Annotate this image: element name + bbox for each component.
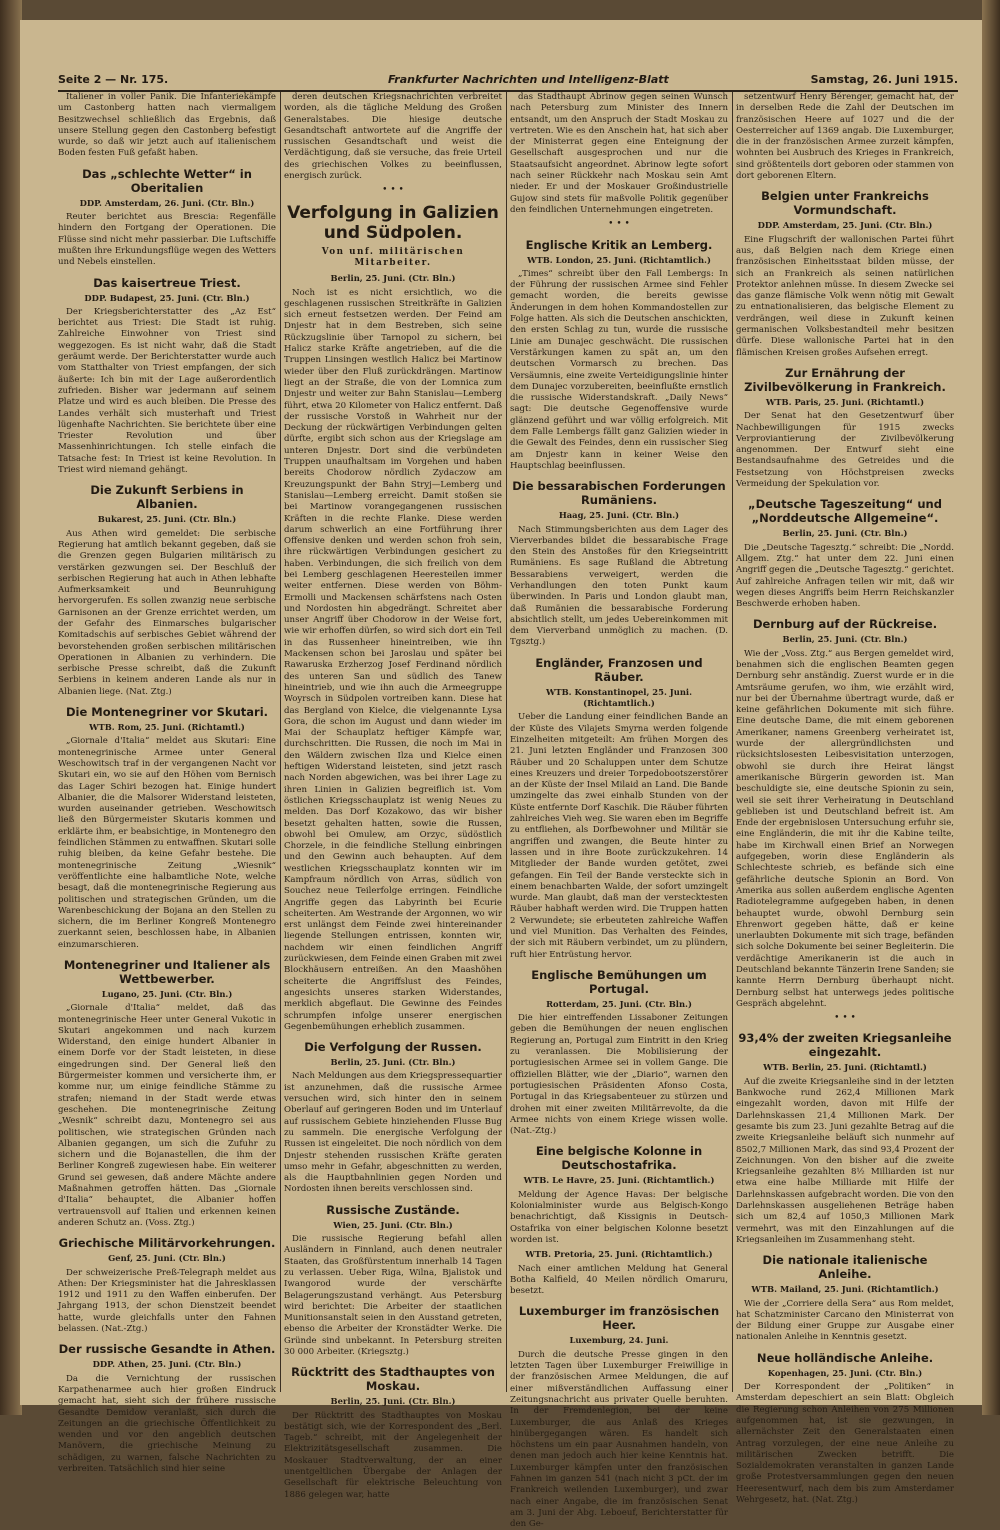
column-3 [510,92,728,1530]
article-headline: Englische Bemühungen um Portugal. [531,967,707,996]
dateline: Berlin, 25. Juni. (Ctr. Bln.) [330,273,456,284]
column-rule [280,92,281,1392]
article-headline: Griechische Militärvorkehrungen. [58,1236,276,1251]
article-headline: Die Verfolgung der Russen. [304,1040,482,1055]
dateline: Kopenhagen, 25. Juni. (Ctr. Bln.) [767,1367,923,1378]
article-paragraph: Die hier eintreffenden Lissaboner Zeitungen geben die Bemühungen der neuen englischen Regierung an, Portugal zum Eintritt in den Krieg zu veranlassen. Die Mobilisierung der portugiesischen Armee sei in vollem Gange. Die offiziellen Blätter, wie der „Diario“, warnen den portugiesischen Präsidenten Afonso Costa, Portugal in das Kriegsabenteuer zu stürzen und drohen mit einer zweiten Militärrevolte, da die Armee nichts von einem Kriege wissen wolle. (Nat.-Ztg.) [510,1013,728,1137]
article-paragraph: Italiener in voller Panik. Die Infanteriekämpfe um Castonberg hatten nach viermaligem Besitzwechsel schließlich das Ergebnis, daß unsere Stellung gegen den Castonberg befestigt wurde, so daß wir jetzt auch auf italienischem Boden festen Fuß gefaßt haben. [58,92,276,159]
article-headline: Engländer, Franzosen und Räuber. [535,655,703,684]
article-paragraph: Durch die deutsche Presse gingen in den letzten Tagen über Luxemburger Freiwillige in der französischen Armee Meldungen, die auf einer mißverständlichen Auffassung einer Zeitungsnachricht aus privater Quelle beruhten. In der Fremdenlegion, bei der keine Luxemburger, die aus Anlaß des Krieges hinübergegangen wären. Es handelt sich höchstens um ein paar Ausnahmen handeln, von denen man jedoch auch hier keine Kenntnis hat. Luxemburger kämpfen unter den französischen Fahnen im ganzen 541 (nach nicht 3 pCt. der im Frankreich weilenden Luxemburger), und zwar nach einer Angabe, die im französischen Senat am 3. Juni der Abg. Leboeuf, Berichterstatter für den Ge- [510,1349,728,1530]
article-paragraph: Der Korrespondent der „Politiken“ in Amsterdam depeschiert an sein Blatt: Obgleich die Regierung schon Anleihen von 275 Millionen aufgenommen hat, ist sie gezwungen, in allernächster Zeit den Generalstaaten einen Antrag vorzulegen, der eine neue Anleihe zu militärischen Zwecken betrifft. Die Sozialdemokraten veranstalten in ganzen Lande große Protestversammlungen gegen den neuen Heeresentwurf, nach dem bis zum Amsterdamer Wehrgesetz, hat. (Nat. Ztg.) [736,1382,954,1505]
lead-headline: Verfolgung in Galizien und Südpolen. [287,202,499,243]
dateline: Genf, 25. Juni. (Ctr. Bln.) [108,1253,226,1264]
dateline: Rotterdam, 25. Juni. (Ctr. Bln.) [546,998,692,1009]
article-paragraph: Der Rücktritt des Stadthauptes von Moskau bestätigt sich, wie der Korrespondent des „Berl. Tageb.“ schreibt, mit der Angelegenheit der Elektrizitätsgesellschaft zusammen. Die Moskauer Stadtverwaltung, der an einer unentgeltlichen Übergabe der Anlagen der Gesellschaft für elektrische Beleuchtung von 1886 gelegen war, hatte [284,1410,502,1500]
article-paragraph: Der schweizerische Preß-Telegraph meldet aus Athen: Der Kriegsminister hat die Jahresklassen 1912 und 1911 zu den Waffen einberufen. Der Jahrgang 1913, der schon Dienstzeit beendet hatte, wurde gleichfalls unter den Fahnen belassen. (Nat.-Ztg.) [58,1267,276,1335]
article-headline: Die nationale italienische Anleihe. [762,1253,928,1282]
page-number: Seite 2 — Nr. 175. [58,73,169,86]
article-headline: Eine belgische Kolonne in Deutschostafrika. [535,1144,703,1173]
article-headline: 93,4% der zweiten Kriegsanleihe eingezahlt. [738,1031,952,1060]
article-paragraph: „Giornale d'Italia“ meldet aus Skutari: Eine montenegrinische Armee unter General Weschowitsch traf in der vergangenen Nacht vor Skutari ein, wo sie auf den Höhen vom Bernisch das Lager Schiri bezogen hat. Einige hundert Albanier, die die Malsorer Widerstand leisteten, wurden auseinander getrieben. Weschowitsch ließ den Bürgermeister Skutaris kommen und erklärte ihm, er beabsichtige, in Montenegro den feindlichen Stämmen zu entwaffnen. Skutari solle ruhig bleiben, da keine Gefahr bestehe. Die montenegrinische Zeitung „Wiesnik“ veröffentlichte eine halbamtliche Note, welche besagt, daß die montenegrinische Regierung aus politischen und strategischen Gründen, um die Warenbeschickung der Bojana an den Stellen zu sichern, die im Berliner Kongreß Montenegro zuerkannt seien, beschlossen habe, in Albanien einzumarschieren. [58,736,276,950]
article-headline: „Deutsche Tageszeitung“ und „Norddeutsche Allgemeine“. [748,497,942,526]
article-paragraph: Reuter berichtet aus Brescia: Regenfälle hindern den Fortgang der Operationen. Die Flüsse sind nicht mehr passierbar. Die Luftschiffe mußten ihre Erkundungsflüge wegen des Wetters und Nebels einstellen. [58,212,276,268]
article-paragraph: Wie der „Corriere della Sera“ aus Rom meldet, hat Schatzminister Carcano den Ministerrat von der Bildung einer Gruppe zur Ausgabe einer nationalen Anleihe in Kenntnis gesetzt. [736,1298,954,1343]
dateline: Bukarest, 25. Juni. (Ctr. Bln.) [97,514,237,525]
dateline: Berlin, 25. Juni. (Ctr. Bln.) [330,1057,456,1068]
article-paragraph: Die russische Regierung befahl allen Ausländern in Finnland, auch denen neutraler Staaten, das Großfürstentum innerhalb 14 Tagen zu verlassen. Ueber Riga, Wilna, Bjalistok und Iwangorod wurde der verschärfte Belagerungszustand verhängt. Aus Petersburg wird berichtet: Die Arbeiter der staatlichen Munitionsanstalt seien in den Ausstand getreten, ebenso die Arbeiter der Kronstädter Werke. Die Gründe sind unbekannt. In Petersburg streiten 30 000 Arbeiter. (Kriegsztg.) [284,1234,502,1357]
article-paragraph: Nach Meldungen aus dem Kriegspressequartier ist anzunehmen, daß die russische Armee versuchen wird, sich hinter den in seinem Oberlauf auf geringeren Boden und im Unterlauf auf russischem Gebiete hinziehenden Flusse Bug zu sammeln. Die energische Verfolgung der Russen ist eingeleitet. Die noch nördlich von dem Dnjestr stehenden russischen Kräfte geraten umso mehr in Gefahr, abgeschnitten zu werden, als die Hauptbahnlinien gegen Norden und Nordosten ihnen bereits verschlossen sind. [284,1071,502,1195]
article-headline: Belgien unter Frankreichs Vormundschaft. [761,189,929,218]
column-4 [736,92,954,1505]
column-rule [732,92,733,1392]
article-paragraph: Noch ist es nicht ersichtlich, wo die geschlagenen russischen Streitkräfte in Galizien sich erneut festsetzen werden. Der Feind am Dnjestr hat in dem Bestreben, sich seine Rückzugslinie über Tarnopol zu sichern, bei Halicz starke Kräfte angetrieben, auf die die Truppen Linsingen westlich Halicz bei Martinow wieder über den Fluß zurückdrängen. Martinow liegt an der Straße, die von der Lomnica zum Dnjestr und weiter zur Bahn Stanislau—Lemberg führt, etwa 20 Kilometer von Halicz entfernt. Daß der russische Vorstoß in Wahrheit nur der Deckung der rückwärtigen Verbindungen gelten dürfte, ergibt sich schon aus der Kriegslage am unteren Dnjestr. Dort sind die verbündeten Truppen unaufhaltsam im Vorgehen und haben bereits Chodorow nördlich Zydaczow am Kreuzungspunkt der Bahn Stryj—Lemberg und Stanislau—Lemberg erreicht. Damit stoßen sie bei Martinow vorangegangenen russischen Kräften in die rechte Flanke. Diese werden darum schwerlich an eine Fortführung ihrer Offensive denken und werden schon froh sein, ihre rückwärtigen Verbindungen gesichert zu haben. Verbindungen, die sich freilich von dem bei Lemberg geschlagenen Heeresteilen immer weiter entfernen. Diese werden von Böhm-Ermolli und Mackensen schärfstens nach Osten und Nordosten hin abgedrängt. Schreitet aber unser Angriff über Chodorow in der Weise fort, wie wir erhoffen dürfen, so wird sich dort ein Teil in das Russenheer hineintreiben, wie ihn Mackensen schon bei Jaroslau und später bei Rawaruska Erzherzog Josef Ferdinand nördlich des unteren San und südlich des Tanew hineintrieb, und wie ihn auch die Armeegruppe Woyrsch in Südpolen vortreiben kann. Diese hat das Bergland von Kielce, die vielgenannte Lysa Gora, die schon im August und dann wieder im Mai der Schauplatz heftiger Kämpfe war, durchschritten. Die Russen, die noch im Mai in den Wäldern zwischen Ilza und Kielce einen heftigen Widerstand leisteten, sind jetzt rasch nach Norden abgewichen, was bei ihrer Lage zu ihren Linien in Galizien begreiflich ist. Vom östlichen Kriegsschauplatz ist wenig Neues zu melden. Das Dorf Kozakowo, das wir bisher besetzt gehalten hatten, sowie die Russen, obwohl bei Omulew, am Orzyc, südöstlich Chorzele, in die feindliche Stellung einbringen und den Gewinn auch behaupten. Auf dem westlichen Kriegsschauplatz konnten wir im Kampfraum nördlich von Arras, südlich von Souchez neue Teilerfolge erringen. Feindliche Angriffe gegen das Labyrinth bei Ecurie scheiterten. Am Westrande der Argonnen, wo wir erst unlängst dem Feinde zwei hintereinander liegende Stellungen entrissen, konnten wir, nachdem wir einen feindlichen Angriff zurückwiesen, dem Feinde einen Graben mit zwei Blockhäusern entreißen. An den Maashöhen scheiterte die Angriffslust des Feindes, angesichts unseres starken Widerstandes, merklich abgeflaut. Die Gewinne des Feindes schrumpfen infolge unserer energischen Gegenbemühungen erheblich zusammen. [284,287,502,1032]
dateline: Berlin, 25. Juni. (Ctr. Bln.) [782,528,908,539]
column-rule [506,92,507,1392]
dateline: WTB. Le Havre, 25. Juni. (Richtamtlich.) [523,1175,715,1186]
dateline: Wien, 25. Juni. (Ctr. Bln.) [333,1219,453,1230]
issue-date: Samstag, 26. Juni 1915. [810,73,958,86]
dateline: WTB. Berlin, 25. Juni. (Richtamtl.) [763,1062,927,1073]
article-paragraph: das Stadthaupt Abrinow gegen seinen Wunsch nach Petersburg zum Minister des Innern entsandt, um den Anspruch der Stadt Moskau zu vertreten. Wie es den Anschein hat, hat sich aber der Ministerrat gegen eine Enteignung der Gesellschaft ausgesprochen und nur die Staatsaufsicht angeordnet. Abrinow legte sofort nach seiner Rückkehr nach Moskau sein Amt nieder. Er und der Moskauer Großindustrielle Gujow sind stets für maßvolle Politik gegenüber den feindlichen Unternehmungen eingetreten. [510,92,728,215]
dateline: WTB. Konstantinopel, 25. Juni. (Richtamtlich.) [545,686,693,709]
dateline: WTB. Mailand, 25. Juni. (Richtamtlich.) [751,1284,939,1295]
article-headline: Englische Kritik an Lemberg. [525,237,713,252]
article-paragraph: Der Kriegsberichterstatter des „Az Est“ berichtet aus Triest: Die Stadt ist ruhig. Zahlreiche Einwohner von Triest sind weggezogen. Es ist nicht wahr, daß die Stadt geräumt werde. Der Berichterstatter wurde auch vom Statthalter von Triest empfangen, der sich äußerte: Ich bin mit der Lage außerordentlich zufrieden. Bisher war jedermann auf seinem Platze und wird es auch bleiben. Die Presse des Landes verhält sich musterhaft und Triest lügenhafte Nachrichten. Sie berichtete über eine Triester Revolution und über Massenhinrichtungen. Ich stelle einfach die Tatsache fest: In Triest ist keine Revolution. In Triest wird niemand gehängt. [58,306,276,476]
article-headline: Das „schlechte Wetter“ in Oberitalien [82,166,252,195]
dateline: WTB. London, 25. Juni. (Richtamtlich.) [527,254,711,265]
dateline: WTB. Paris, 25. Juni. (Richtamtl.) [765,396,925,407]
article-headline: Luxemburger im französischen Heer. [518,1304,720,1333]
article-columns [58,92,964,1530]
dateline: Luxemburg, 24. Juni. [569,1335,669,1346]
article-paragraph: Meldung der Agence Havas: Der belgische Kolonialminister wurde aus Belgisch-Kongo benachrichtigt, daß Kissignis in Deutsch-Ostafrika von einer belgischen Kolonne besetzt worden ist. [510,1189,728,1245]
dateline: WTB. Pretoria, 25. Juni. (Richtamtlich.) [525,1249,713,1260]
dateline: Berlin, 25. Juni. (Ctr. Bln.) [782,634,908,645]
dateline: DDP. Amsterdam, 26. Juni. (Ctr. Bln.) [79,197,255,208]
dateline: DDP. Amsterdam, 25. Juni. (Ctr. Bln.) [757,220,933,231]
article-headline: Das kaisertreue Triest. [93,275,241,290]
article-paragraph: Wie der „Voss. Ztg.“ aus Bergen gemeldet wird, benahmen sich die englischen Beamten gegen Dernburg sehr anständig. Zuerst wurde er in die Amtsräume gerufen, wo ihm, wie erzählt wird, nur bei der Übernahme übertragt wurde, daß er keine gefährlichen Dokumente mit sich führe. Eine deutsche Dame, die mit einem geborenen Amerikaner, namens Greenberg verheiratet ist, wurde der allergründlichsten und rücksichtslosesten Leibesvisitation unterzogen, obwohl sie durch ihre Heirat längst amerikanische Bürgerin geworden ist. Man beschuldigte sie, eine deutsche Spionin zu sein, weil sie seit ihrer Verheiratung in Deutschland geblieben ist und Deutschland befreit ist. Am Ende der ergebnislosen Untersuchung erfuhr sie, eine Engländerin, die mit ihr die Kabine teilte, habe im Kirchwall einen Brief an Norwegen aufgegeben, worin diese Engländerin als Schlechteste schrieb, es befände sich eine gefährliche deutsche Spionin an Bord. Von Amerika aus sollen außerdem englische Agenten Radiotelegramme aufgegeben haben, in denen behauptet wurde, obwohl Dernburg sein Ehrenwort gegeben hätte, daß er keine unerlaubten Dokumente mit sich trage, befänden sich solche Dokumente bei seiner Begleiterin. Die verdächtige Amerikanerin ist die auch in Deutschland bekannte Tänzerin Irene Sanden; sie kannte Herrn Dernburg überhaupt nicht. Dernburg selbst hat unterwegs jedes politische Gespräch abgelehnt. [736,648,954,1009]
article-headline: Zur Ernährung der Zivilbevölkerung in Frankreich. [744,365,946,394]
dateline: DDP. Budapest, 25. Juni. (Ctr. Bln.) [84,292,250,303]
section-separator: • • • [834,1013,856,1024]
article-paragraph: deren deutschen Kriegsnachrichten verbreitet worden, als die tägliche Meldung des Großen Generalstabes. Die hiesige deutsche Gesandtschaft antwortete auf die Angriffe der russischen Gesandtschaft und weist die Verdächtigung, daß sie versuche, das freie Urteil des griechischen Volkes zu beeinflussen, energisch zurück. [284,92,502,182]
article-headline: Die Zukunft Serbiens in Albanien. [90,483,244,512]
column-2 [284,92,502,1500]
byline: Von unf. militärischen Mitarbeiter. [321,246,465,268]
dateline: Haag, 25. Juni. (Ctr. Bln.) [558,510,680,521]
article-headline: Der russische Gesandte in Athen. [58,1342,276,1357]
dateline: Lugano, 25. Juni. (Ctr. Bln.) [101,989,233,999]
page-edge [982,0,1000,1415]
section-separator: • • • [608,219,630,230]
article-headline: Die Montenegriner vor Skutari. [65,705,269,720]
book-spine [0,0,22,1415]
article-paragraph: Nach einer amtlichen Meldung hat General Botha Kalfield, 40 Meilen nördlich Omaruru, besetzt. [510,1263,728,1297]
article-paragraph: setzentwurf Henry Bérenger, gemacht hat, der in derselben Rede die Zahl der Deutschen im französischen Heere auf 1027 und die der Oesterreicher auf 1369 angab. Die Luxemburger, die in der französischen Armee zurzeit kämpfen, wohnten bei Ausbruch des Krieges in Frankreich, sind größtenteils dort geboren oder stammen von dort geborenen Eltern. [736,92,954,182]
article-paragraph: Der Senat hat den Gesetzentwurf über Nachbewilligungen für 1915 zwecks Verproviantierung der Zivilbevölkerung angenommen. Der Entwurf sieht eine Bestandsaufnahme des Getreides und die Festsetzung von Höchstpreisen zwecks Vermeidung der Spekulation vor. [736,411,954,490]
dateline: DDP. Athen, 25. Juni. (Ctr. Bln.) [92,1359,242,1370]
article-headline: Neue holländische Anleihe. [756,1350,934,1365]
article-paragraph: Auf die zweite Kriegsanleihe sind in der letzten Bankwoche rund 262,4 Millionen Mark eingezahlt worden, davon mit Hilfe der Darlehnskassen 21,4 Millionen Mark. Der gesamte bis zum 23. Juni gezahlte Betrag auf die zweite Kriegsanleihe beläuft sich nunmehr auf 8502,7 Millionen Mark, das sind 93,4 Prozent der Zeichnungen. Von den bisher auf die zweite Kriegsanleihe gezahlten 8½ Milliarden ist nur etwa eine halbe Milliarde mit Hilfe der Darlehnskassen aufgebracht worden. Die von den Darlehnskassen ausgeliehenen Beträge haben sich um 82,4 auf 1050,3 Millionen Mark vermehrt, was mit den Einzahlungen auf die Kriegsanleihen im Zusammenhang steht. [736,1076,954,1245]
article-paragraph: Die „Deutsche Tagesztg.“ schreibt: Die „Nordd. Allgem. Ztg.“ hat unter dem 22. Juni einen Angriff gegen die „Deutsche Tagesztg.“ gerichtet. Auf zahlreiche Anfragen teilen wir mit, daß wir wegen dieses Angriffs beim Herrn Reichskanzler Beschwerde erhoben haben. [736,542,954,610]
article-paragraph: Da die Vernichtung der russischen Karpathenarmee auch hier großen Eindruck gemacht hat, sieht sich der frühere russische Gesandte Demidow veranlaßt, sich durch die Zeitungen an die griechische Öffentlichkeit zu wenden und vor den angeblich deutschen Manövern, die griechische Meinung zu schädigen, zu warnen, falsche Nachrichten zu verbreiten. Tatsächlich sind hier seine [58,1373,276,1474]
article-headline: Montenegriner und Italiener als Wettbewerber. [63,958,271,986]
article-paragraph: Nach Stimmungsberichten aus dem Lager des Vierverbandes bildet die bessarabische Frage den Stein des Anstoßes für den Kriegseintritt Rumäniens. Es sage Rußland die Abtretung Bessarabiens verweigert, werden die Verhandlungen den toten Punkt kaum überwinden. In Paris und London glaubt man, daß Rumänien die bessarabische Forderung absichtlich stellt, um jedes Uebereinkommen mit dem Vierverband unmöglich zu machen. (D. Tgsztg.) [510,524,728,648]
page-header [58,68,958,92]
article-paragraph: Eine Flugschrift der wallonischen Partei führt aus, daß Belgien nach dem Kriege einen französischen Einheitsstaat bilden müsse, der sich an Frankreich als seinen natürlichen Protektor anlehnen müsse. In diesem Zwecke sei das ganze flämische Volk wenn nötig mit Gewalt zu entnationalisieren, das belgische Element zu verdrängen, weil diese in Zukunft keinen germanischen Volksbestandteil mehr besitzen dürfe. Diese wallonische Partei hat in den flämischen Kreisen großes Aufsehen erregt. [736,234,954,358]
article-headline: Dernburg auf der Rückreise. [752,617,938,632]
article-paragraph: Ueber die Landung einer feindlichen Bande an der Küste des Vilajets Smyrna werden folgende Einzelheiten mitgeteilt: Am frühen Morgen des 21. Juni letzten Engländer und Franzosen 300 Räuber und 20 Schaluppen unter dem Schutze eines Kreuzers und dreier Torpedobootszerstörer an der Küste der Insel Milaid an Land. Die Bande umzingelte das zwei einhalb Stunden von der Küste entfernte Dorf Kaschik. Die Räuber führten zahlreiches Vieh weg. Sie waren eben im Begriffe zu entfliehen, als Dorfbewohner und Militär sie angriffen und zwangen, die Beute hinter zu lassen und in ihre Boote zurückzukehren. 14 Mitglieder der Bande wurden getötet, zwei gefangen. Ein Teil der Bande versteckte sich in einem benachbarten Walde, der sofort umzingelt wurde. Man glaubt, daß man der verstecktesten Räuber habhaft werden wird. Die Truppen hatten 2 Verwundete; sie erbeuteten zahlreiche Waffen und viel Munition. Das Verhalten des Feindes, der sich mit Räubern verbindet, um zu plündern, ruft hier Entrüstung hervor. [510,712,728,960]
article-paragraph: „Times“ schreibt über den Fall Lembergs: In der Führung der russischen Armee sind Fehler gemacht worden, die bereits gewisse Änderungen in dem hohen Kommandostellen zur Folge hatten. Als sich die Deutschen anschickten, den ersten Schlag zu tun, wurde die russische Linie am Dunajec geschwächt. Die russischen Verstärkungen kamen zu spät an, um den deutschen Vormarsch zu brechen. Das Versäumnis, eine zweite Verteidigungslinie hinter dem Dunajec vorzubereiten, beeinflußte ernstlich die russische Widerstandskraft. „Daily News“ sagt: Die deutsche Gegenoffensive wurde glänzend geführt und war völlig erfolgreich. Mit dem Falle Lembergs fällt ganz Galizien wieder in die Gewalt des Feindes, denn ein russischer Sieg am Dnjestr kann in keiner Weise den Hauptschlag beeinflussen. [510,268,728,471]
dateline: WTB. Rom, 25. Juni. (Richtamtl.) [89,722,245,733]
article-headline: Die bessarabischen Forderungen Rumäniens. [512,479,726,508]
article-paragraph: „Giornale d'Italia“ meldet, daß das montenegrinische Heer unter General Vukotic in Skutari angekommen und nach kurzem Widerstand, den einige hundert Albanier in einem Dorfe vor der Stadt leisteten, in diese eingedrungen sind. Der General ließ den Bürgermeister kommen und versicherte ihm, er komme nur, um einige feindliche Stämme zu strafen; niemand in der Stadt werde etwas geschehen. Die montenegrinische Zeitung „Wesnik“ schreibt dazu, Montenegro sei aus politischen, wie strategischen Gründen nach Albanien gegangen, um sich die Zufuhr zu sichern und die Bojanastellen, die ihm der Berliner Kongreß zugewiesen habe. Ein weiterer Grund sei gewesen, daß andere Mächte andere Maßnahmen getroffen hätten. Das „Giornale d'Italia“ behauptet, die Albanier hoffen vertrauensvoll auf Italien und erkennen keinen anderen Schutz an. (Voss. Ztg.) [58,1003,276,1228]
article-headline: Rücktritt des Stadthauptes von Moskau. [291,1365,495,1394]
column-1 [58,92,276,1474]
dateline: Berlin, 25. Juni. (Ctr. Bln.) [330,1396,456,1407]
masthead-title: Frankfurter Nachrichten und Intelligenz-Blatt [388,73,669,86]
article-paragraph: Aus Athen wird gemeldet: Die serbische Regierung hat amtlich bekannt gegeben, daß sie die Grenzen gegen Bulgarien militärisch zu verstärken gezwungen sei. Der Beschluß der serbischen Regierung hat auch in Athen lebhafte Aufmerksamkeit und Beunruhigung hervorgerufen. Es sollen zwanzig neue serbische Garnisonen an der Grenze errichtet werden, um der Gefahr des Einmarsches bulgarischer Komitadschis auf serbisches Gebiet während der bevorstehenden großen serbischen militärischen Operationen in Albanien zu verhindern. Die serbische Presse schreibt, daß die Zukunft Serbiens in keinem anderen Lande als nur in Albanien liege. (Nat. Ztg.) [58,528,276,697]
article-headline: Russische Zustände. [326,1202,460,1217]
section-separator: • • • [382,185,404,196]
